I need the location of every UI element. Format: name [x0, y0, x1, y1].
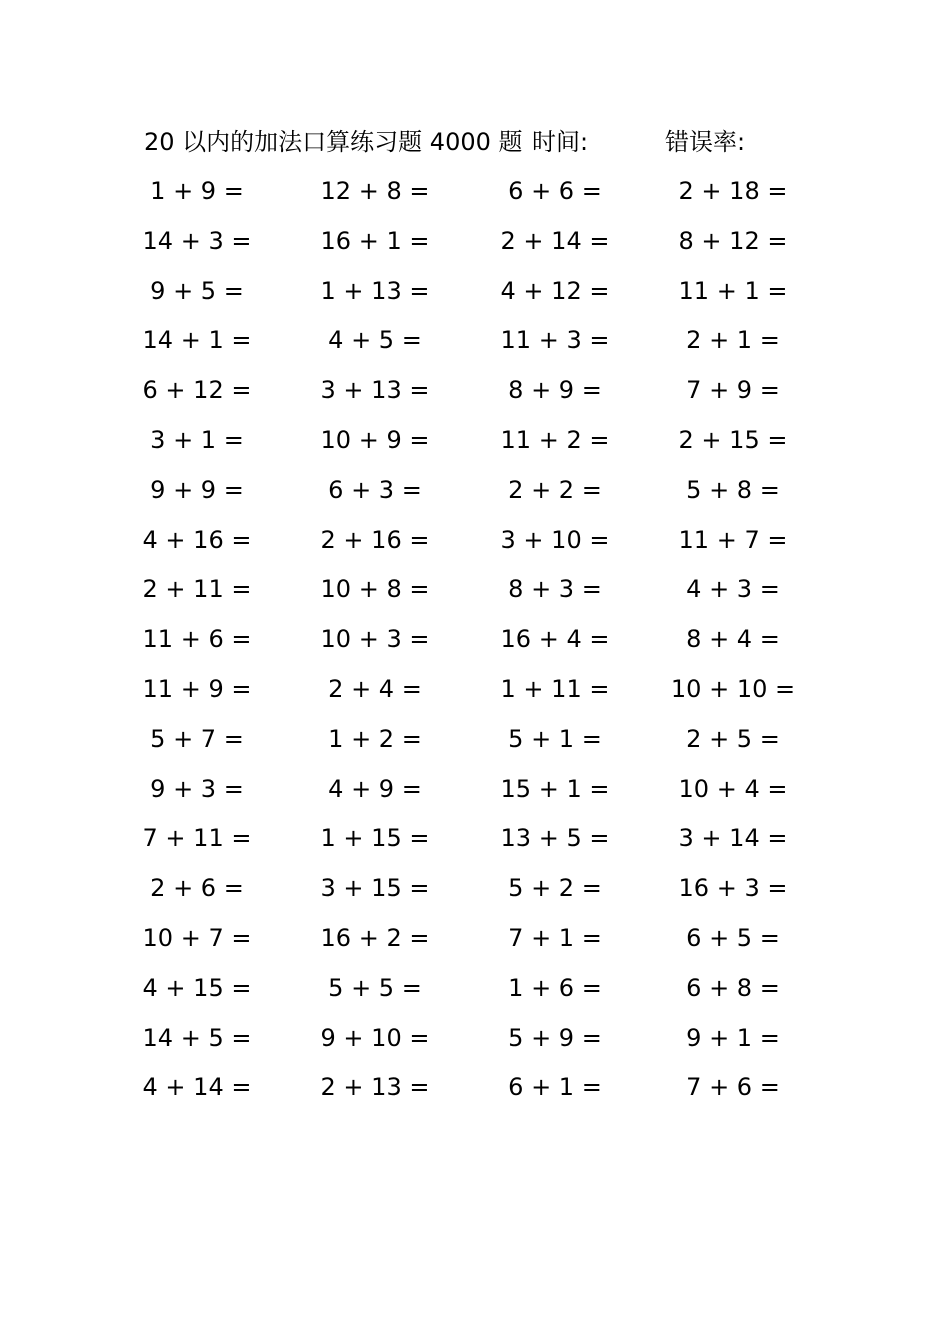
problem-cell: 7 + 11 =	[142, 824, 252, 853]
problem-cell: 1 + 2 =	[328, 724, 422, 753]
problem-cell: 2 + 16 =	[320, 525, 430, 554]
problem-cell: 9 + 9 =	[150, 475, 244, 504]
problem-cell: 4 + 16 =	[142, 525, 252, 554]
problem-cell: 1 + 11 =	[500, 675, 610, 703]
problem-cell: 9 + 3 =	[150, 774, 244, 803]
problem-cell: 9 + 5 =	[150, 276, 244, 305]
problem-cell: 10 + 10 =	[670, 675, 796, 703]
problem-cell: 5 + 2 =	[508, 874, 602, 903]
problem-cell: 7 + 6 =	[686, 1073, 780, 1102]
problem-cell: 2 + 1 =	[686, 326, 780, 355]
problem-cell: 13 + 5 =	[500, 824, 610, 853]
problem-cell: 5 + 8 =	[686, 475, 780, 504]
problem-cell: 6 + 6 =	[508, 177, 602, 205]
problem-cell: 1 + 13 =	[320, 276, 430, 305]
problem-cell: 14 + 5 =	[142, 1023, 252, 1052]
problem-cell: 11 + 3 =	[500, 326, 610, 355]
problem-cell: 4 + 15 =	[142, 973, 252, 1002]
worksheet-title: 20 以内的加法口算练习题 4000 题	[144, 128, 523, 156]
problem-cell: 10 + 9 =	[320, 426, 430, 454]
problem-cell: 4 + 14 =	[142, 1073, 252, 1102]
problem-cell: 9 + 10 =	[320, 1023, 430, 1052]
problem-cell: 5 + 1 =	[508, 724, 602, 753]
problem-cell: 10 + 7 =	[142, 924, 252, 952]
problem-cell: 5 + 9 =	[508, 1023, 602, 1052]
problem-cell: 10 + 4 =	[678, 774, 788, 803]
problem-cell: 14 + 1 =	[142, 326, 252, 355]
problem-cell: 5 + 5 =	[328, 973, 422, 1002]
problem-cell: 12 + 8 =	[320, 177, 430, 205]
error-rate-label: 错误率:	[665, 128, 746, 156]
problem-cell: 10 + 8 =	[320, 575, 430, 604]
problem-cell: 2 + 5 =	[686, 724, 780, 753]
problem-cell: 11 + 2 =	[500, 426, 610, 454]
problem-cell: 2 + 13 =	[320, 1073, 430, 1102]
problem-cell: 6 + 3 =	[328, 475, 422, 504]
problem-cell: 1 + 9 =	[150, 177, 244, 205]
problem-cell: 2 + 6 =	[150, 874, 244, 903]
problem-cell: 4 + 12 =	[500, 276, 610, 305]
problem-cell: 11 + 1 =	[678, 276, 788, 305]
problem-cell: 6 + 5 =	[686, 924, 780, 952]
problem-cell: 8 + 4 =	[686, 625, 780, 654]
problem-cell: 16 + 2 =	[320, 924, 430, 952]
problem-cell: 4 + 3 =	[686, 575, 780, 604]
problem-cell: 8 + 9 =	[508, 376, 602, 405]
problem-cell: 1 + 6 =	[508, 973, 602, 1002]
problem-cell: 10 + 3 =	[320, 625, 430, 654]
problem-cell: 16 + 3 =	[678, 874, 788, 903]
problem-cell: 6 + 12 =	[142, 376, 252, 405]
problem-cell: 9 + 1 =	[686, 1023, 780, 1052]
problem-cell: 2 + 11 =	[142, 575, 252, 604]
problem-cell: 11 + 7 =	[678, 525, 788, 554]
problem-cell: 2 + 14 =	[500, 226, 610, 255]
problem-cell: 3 + 15 =	[320, 874, 430, 903]
problem-cell: 11 + 9 =	[142, 675, 252, 703]
problem-cell: 3 + 10 =	[500, 525, 610, 554]
problem-cell: 4 + 9 =	[328, 774, 422, 803]
problem-cell: 3 + 14 =	[678, 824, 788, 853]
problem-cell: 16 + 1 =	[320, 226, 430, 255]
problem-cell: 2 + 2 =	[508, 475, 602, 504]
problem-cell: 7 + 9 =	[686, 376, 780, 405]
problem-cell: 2 + 15 =	[678, 426, 788, 454]
problem-cell: 2 + 18 =	[678, 177, 788, 205]
problem-cell: 15 + 1 =	[500, 774, 610, 803]
problem-cell: 8 + 3 =	[508, 575, 602, 604]
problem-cell: 1 + 15 =	[320, 824, 430, 853]
problem-cell: 2 + 4 =	[328, 675, 422, 703]
problem-cell: 5 + 7 =	[150, 724, 244, 753]
problem-cell: 3 + 13 =	[320, 376, 430, 405]
problem-cell: 7 + 1 =	[508, 924, 602, 952]
problem-cell: 8 + 12 =	[678, 226, 788, 255]
problem-cell: 6 + 8 =	[686, 973, 780, 1002]
time-label: 时间:	[532, 128, 589, 156]
problem-cell: 14 + 3 =	[142, 226, 252, 255]
problem-cell: 4 + 5 =	[328, 326, 422, 355]
problem-cell: 16 + 4 =	[500, 625, 610, 654]
problem-cell: 6 + 1 =	[508, 1073, 602, 1102]
problem-cell: 11 + 6 =	[142, 625, 252, 654]
problem-cell: 3 + 1 =	[150, 426, 244, 454]
